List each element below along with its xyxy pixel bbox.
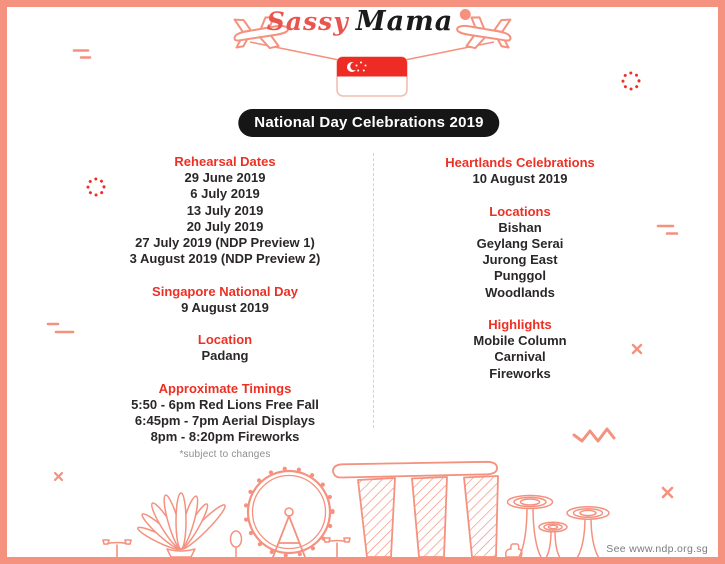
timings-section — [60, 381, 390, 463]
sassymama-logo — [267, 6, 471, 37]
logo-badge-icon — [460, 9, 471, 20]
section-heading: Singapore National Day — [152, 283, 298, 299]
list-item: 5:50 - 6pm Red Lions Free Fall — [131, 397, 319, 412]
zigzag-decoration — [574, 429, 614, 441]
section-heading: Location — [197, 332, 253, 348]
location-section — [60, 332, 390, 364]
heartlands-section — [395, 155, 645, 187]
national-day-section — [60, 284, 390, 316]
section-heading: Heartlands Celebrations — [445, 155, 595, 170]
list-item: 29 June 2019 — [184, 170, 266, 186]
list-item: 6:45pm - 7pm Aerial Displays — [134, 413, 316, 429]
list-item: Carnival — [494, 349, 546, 365]
section-heading: Highlights — [488, 317, 552, 332]
list-item: 3 August 2019 (NDP Preview 2) — [129, 251, 321, 267]
highlights-section — [395, 317, 645, 382]
section-heading: Locations — [489, 203, 551, 219]
dash-decoration-right — [658, 226, 677, 234]
list-item: Punggol — [494, 268, 546, 284]
artscience-museum-icon — [136, 493, 228, 557]
singapore-flyer-icon — [246, 469, 333, 558]
list-item: Woodlands — [485, 284, 555, 300]
list-item: 8pm - 8:20pm Fireworks — [150, 429, 300, 445]
section-heading: Rehearsal Dates — [174, 154, 276, 169]
website-note: See www.ndp.org.sg — [606, 543, 708, 555]
dash-decoration-top-left — [74, 51, 90, 58]
marina-bay-sands-icon — [333, 462, 498, 557]
singapore-flag-icon — [337, 57, 407, 96]
streetlamp-icon — [324, 538, 350, 557]
x-mark-decoration-2 — [663, 488, 672, 497]
x-mark-decoration-3 — [55, 473, 62, 480]
list-item: 10 August 2019 — [472, 171, 568, 187]
supertrees-icon — [508, 496, 610, 558]
list-item: 9 August 2019 — [181, 299, 269, 315]
skyline — [103, 462, 609, 557]
list-item: 27 July 2019 (NDP Preview 1) — [135, 235, 315, 251]
timings-footnote: *subject to changes — [179, 448, 271, 460]
list-item: Mobile Column — [473, 333, 567, 349]
logo-word-sassy: Sassy — [266, 7, 349, 36]
list-item: Jurong East — [482, 252, 558, 268]
list-item: 6 July 2019 — [190, 186, 260, 202]
logo-word-mama: Mama — [355, 6, 454, 37]
left-column — [60, 154, 390, 463]
list-item: Bishan — [498, 219, 542, 235]
streetlamp-icon — [103, 540, 131, 557]
title-banner: National Day Celebrations 2019 — [238, 109, 499, 137]
section-heading: Approximate Timings — [158, 380, 292, 396]
list-item: Geylang Serai — [476, 236, 564, 251]
dotted-circle-decoration-right — [623, 73, 639, 89]
right-column — [395, 155, 645, 382]
list-item: 20 July 2019 — [186, 218, 264, 234]
rehearsal-dates-section — [60, 154, 390, 267]
list-item: 13 July 2019 — [186, 202, 264, 218]
list-item: Padang — [201, 348, 249, 364]
tree-icon — [231, 531, 242, 557]
locations-section — [395, 204, 645, 301]
list-item: Fireworks — [489, 365, 551, 381]
